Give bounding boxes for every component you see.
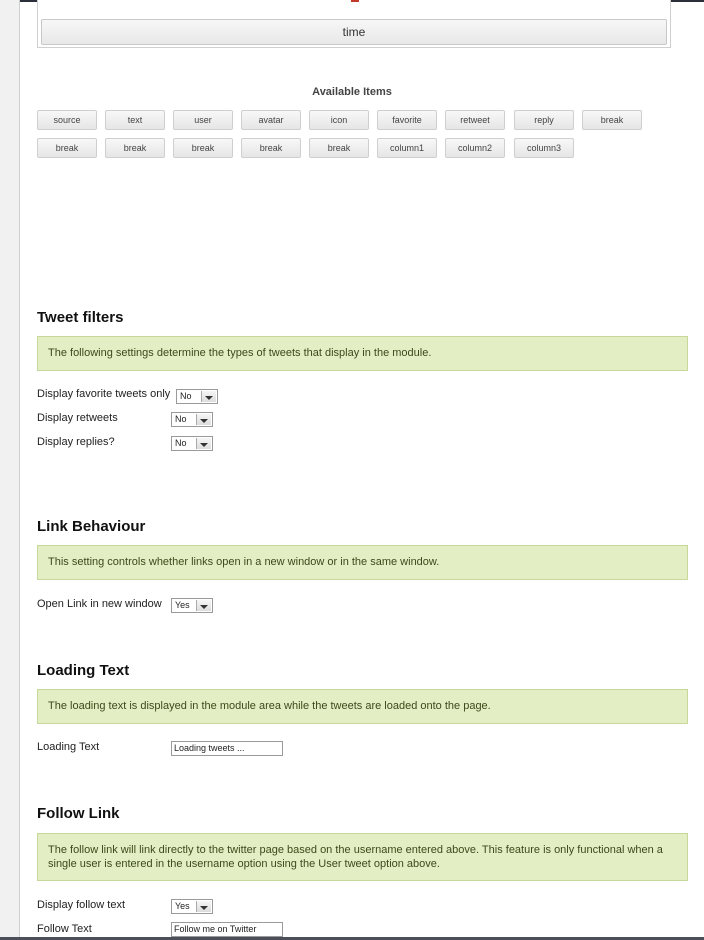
tweet-filters-heading: Tweet filters [37, 309, 124, 326]
available-item-reply[interactable]: reply [514, 110, 574, 130]
available-item-favorite[interactable]: favorite [377, 110, 437, 130]
loading-text-label: Loading Text [37, 741, 100, 753]
retweets-select[interactable] [171, 412, 213, 427]
available-item-break[interactable]: break [37, 138, 97, 158]
display-follow-text-select[interactable] [171, 899, 213, 914]
available-item-text[interactable]: text [105, 110, 165, 130]
follow-text-label: Follow Text [37, 923, 92, 935]
available-item-break[interactable]: break [173, 138, 233, 158]
available-item-break[interactable]: break [241, 138, 301, 158]
loading-text-input[interactable]: Loading tweets ... [171, 741, 283, 756]
available-items-title: Available Items [312, 86, 392, 98]
replies-select[interactable] [171, 436, 213, 451]
follow-link-heading: Follow Link [37, 805, 120, 822]
link-behaviour-heading: Link Behaviour [37, 518, 146, 535]
follow-link-note-text: The follow link will link directly to the twitter page based on the username entered above. This feature is only functional when a single user is entered in the username option using the User tweet option above. [48, 844, 663, 870]
replies-value: No [175, 438, 187, 448]
available-item-retweet[interactable]: retweet [445, 110, 505, 130]
replies-label: Display replies? [37, 436, 115, 448]
red-marker [351, 0, 359, 2]
available-item-column1[interactable]: column1 [377, 138, 437, 158]
chevron-down-icon[interactable] [196, 414, 211, 425]
available-item-column2[interactable]: column2 [445, 138, 505, 158]
available-item-icon[interactable]: icon [309, 110, 369, 130]
open-new-window-select[interactable] [171, 598, 213, 613]
chevron-down-icon[interactable] [201, 391, 216, 402]
follow-text-input[interactable]: Follow me on Twitter [171, 922, 283, 937]
link-behaviour-note: This setting controls whether links open in a new window or in the same window. [37, 545, 688, 580]
loading-text-note: The loading text is displayed in the module area while the tweets are loaded onto the page. [37, 689, 688, 724]
available-item-user[interactable]: user [173, 110, 233, 130]
retweets-label: Display retweets [37, 412, 118, 424]
open-new-window-value: Yes [175, 600, 190, 610]
available-item-source[interactable]: source [37, 110, 97, 130]
chevron-down-icon[interactable] [196, 438, 211, 449]
available-item-break[interactable]: break [105, 138, 165, 158]
left-scroll-rail [0, 0, 20, 940]
layout-item-time[interactable]: time [41, 19, 667, 45]
available-item-break[interactable]: break [582, 110, 642, 130]
display-follow-text-value: Yes [175, 901, 190, 911]
open-new-window-label: Open Link in new window [37, 598, 162, 610]
loading-text-heading: Loading Text [37, 662, 130, 679]
display-follow-text-label: Display follow text [37, 899, 126, 911]
chevron-down-icon[interactable] [196, 901, 211, 912]
favorite-only-select[interactable] [176, 389, 218, 404]
available-item-column3[interactable]: column3 [514, 138, 574, 158]
favorite-only-value: No [180, 391, 192, 401]
retweets-value: No [175, 414, 187, 424]
follow-link-note [37, 833, 688, 881]
favorite-only-label: Display favorite tweets only [37, 388, 171, 400]
available-item-avatar[interactable]: avatar [241, 110, 301, 130]
layout-drop-zone[interactable] [37, 0, 671, 48]
chevron-down-icon[interactable] [196, 600, 211, 611]
tweet-filters-note: The following settings determine the types of tweets that display in the module. [37, 336, 688, 371]
available-item-break[interactable]: break [309, 138, 369, 158]
